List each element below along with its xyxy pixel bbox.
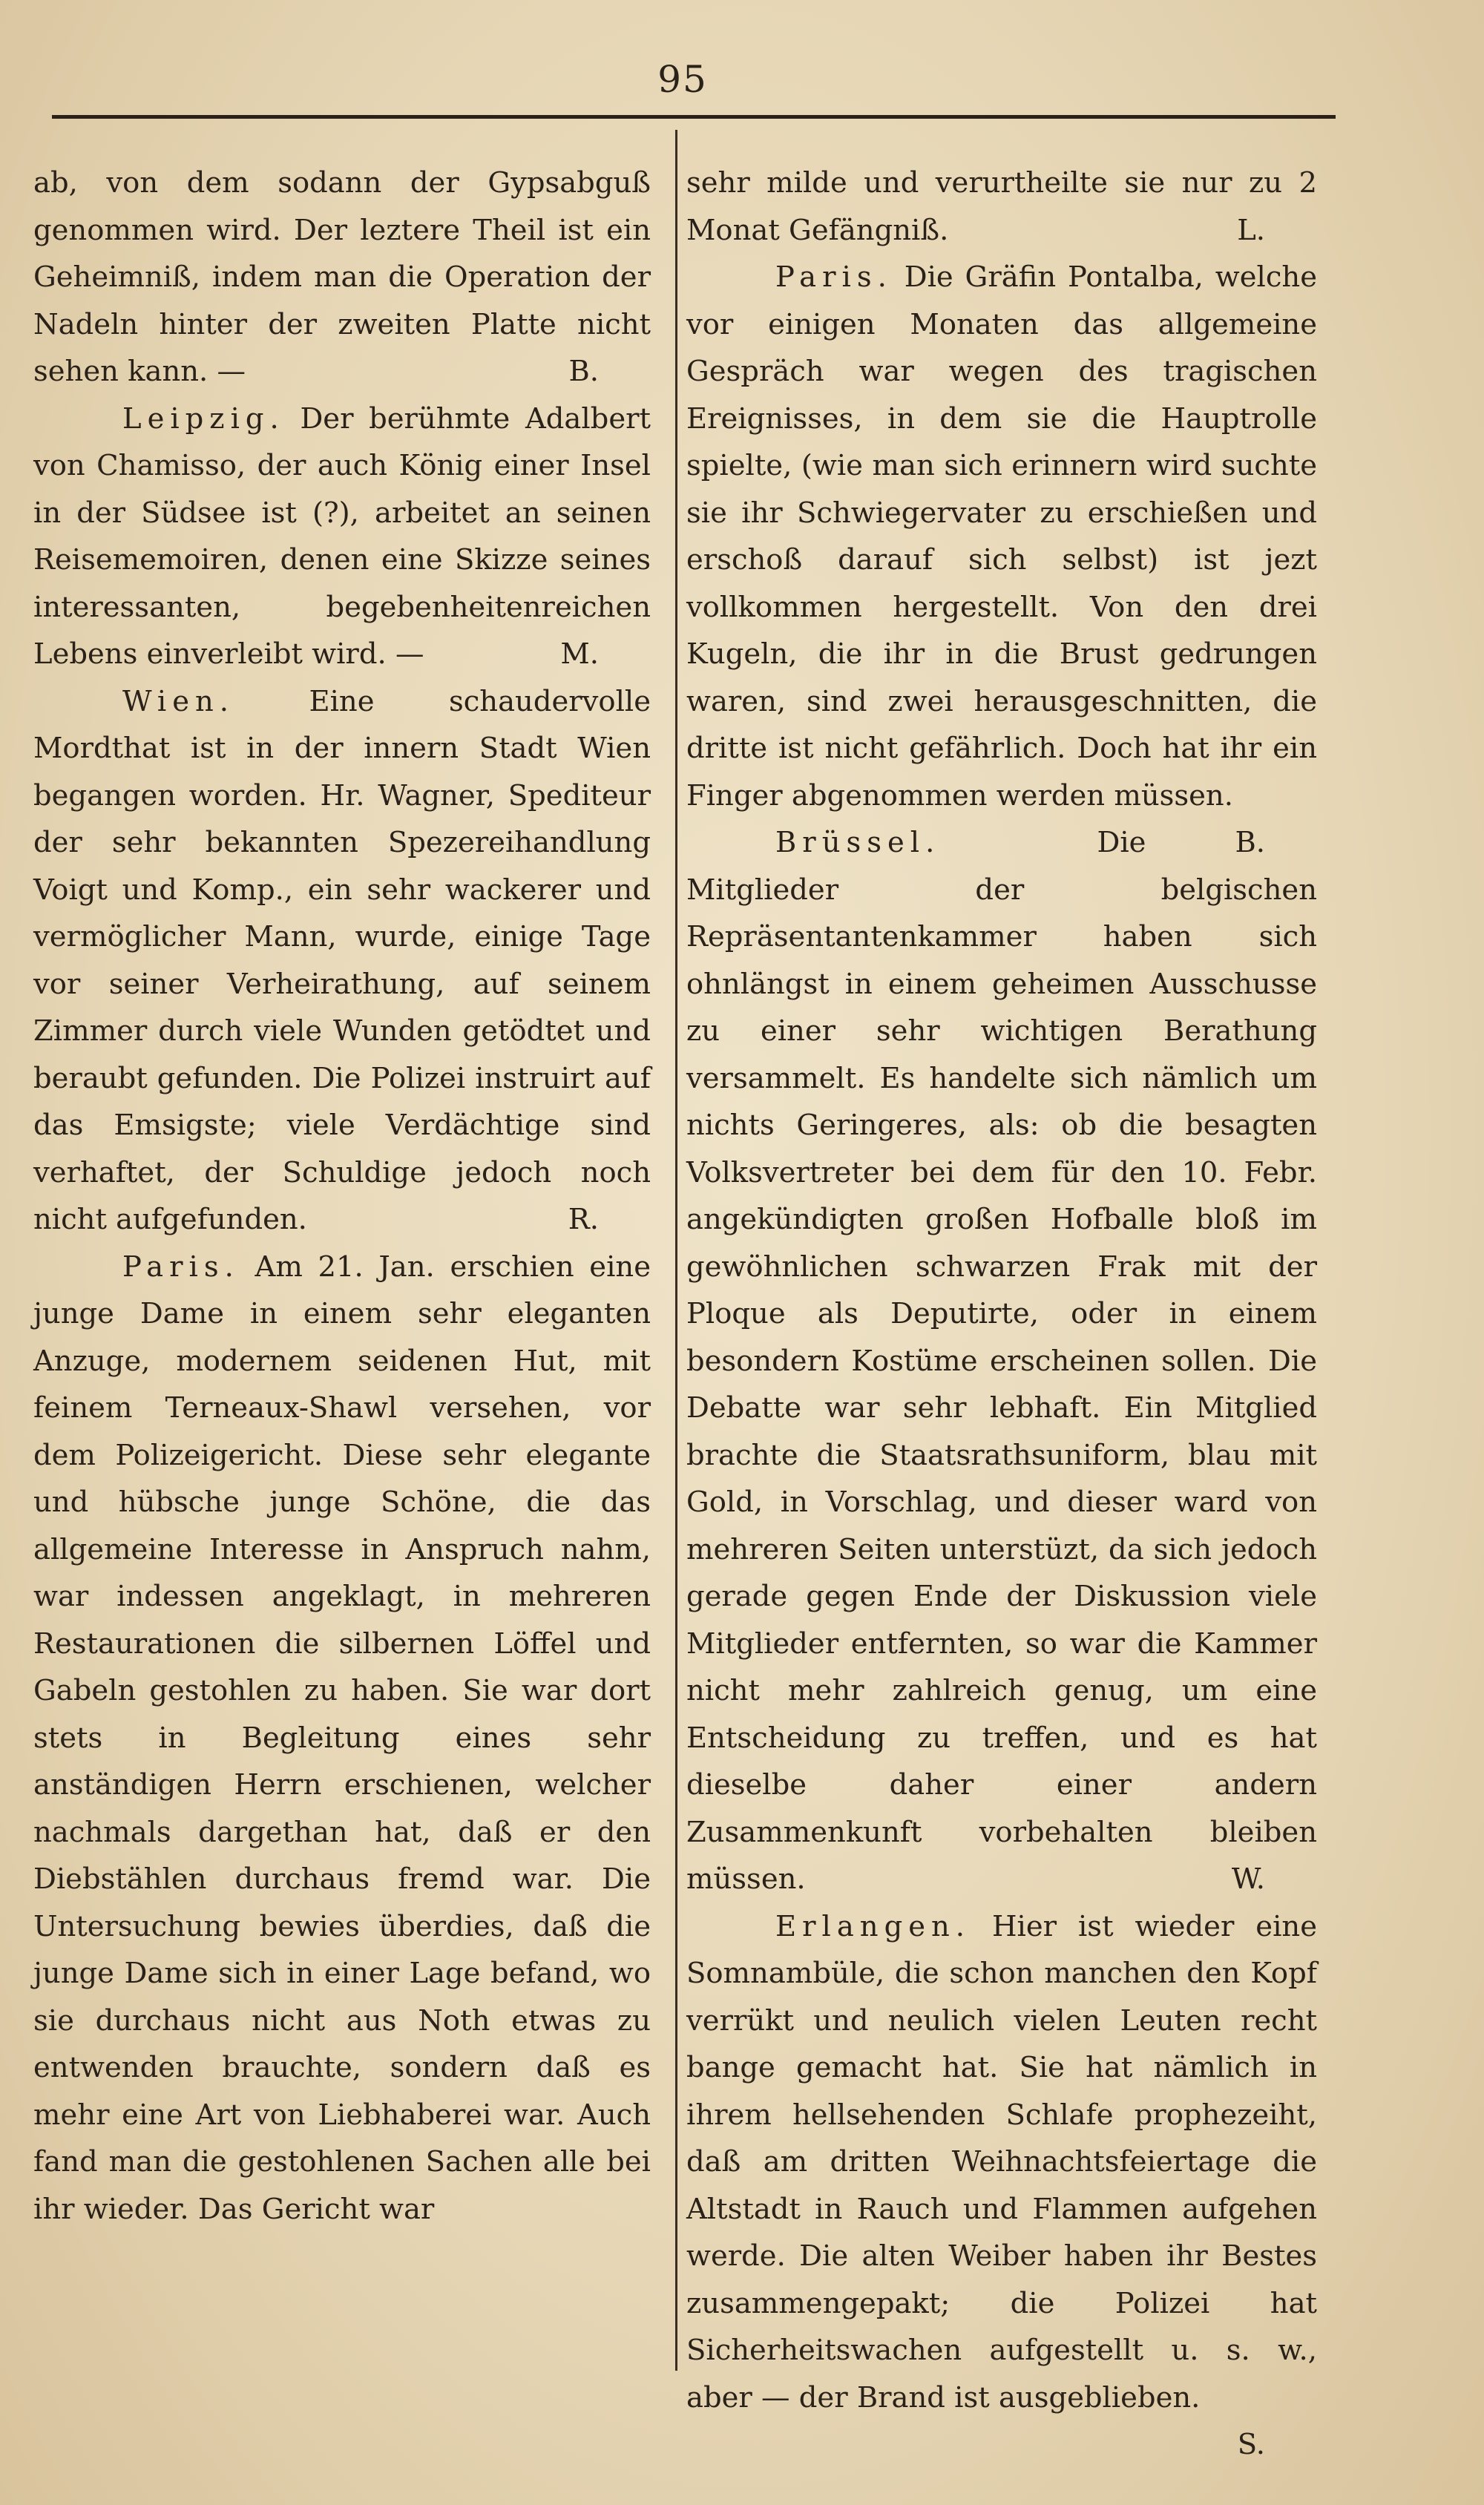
article-place: Wien.	[122, 684, 235, 718]
article-text: ab, von dem sodann der Gypsabguß genommen wird. Der leztere Theil ist ein Geheimniß, indem man die Operation der Nadeln hinter der zweiten Platte nicht sehen kann. —	[33, 166, 651, 388]
article-signature: M.	[560, 637, 599, 671]
column-divider	[675, 130, 677, 2371]
header-rule	[52, 115, 1336, 119]
article-text: Eine schaudervolle Mordthat ist in der innern Stadt Wien begangen worden. Hr. Wagner, Spediteur der sehr bekannten Spezereihandlung Voigt und Komp., ein sehr wackerer und vermöglicher Mann, wurde, einige Tage vor seiner Verheirathung, auf seinem Zimmer durch viele Wunden getödtet und beraubt gefunden. Die Polizei instruirt auf das Emsigste; viele Verdächtige sind verhaftet, der Schuldige jedoch noch nicht aufgefunden.	[33, 684, 651, 1236]
article-signature: L.	[1237, 213, 1265, 247]
article-signature: B.	[568, 355, 599, 388]
article	[33, 160, 651, 395]
article-text: Hier ist wieder eine Somnambüle, die schon manchen den Kopf verrükt und neulich vielen Leuten recht bange gemacht hat. Sie hat nämlich in ihrem hellsehenden Schlafe prophezeiht, daß am dritten Weihnachtsfeiertage die Altstadt in Rauch und Flammen aufgehen werde. Die alten Weiber haben ihr Bestes zusammengepakt; die Polizei hat Sicherheitswachen aufgestellt u. s. w., aber — der Brand ist ausgeblieben.	[686, 1909, 1317, 2414]
article-text: sehr milde und verurtheilte sie nur zu 2 Monat Gefängniß.	[686, 166, 1317, 247]
article	[33, 678, 651, 1244]
article-place: Paris.	[122, 1250, 240, 1284]
right-column	[686, 160, 1317, 2469]
article-signature: R.	[568, 1203, 599, 1236]
article-text: Der berühmte Adalbert von Chamisso, der auch König einer Insel in der Südsee ist (?), arbeitet an seinen Reisememoiren, denen eine Skizze seines interessanten, begebenheitenreichen Lebens einverleibt wird. —	[33, 401, 651, 671]
page-number: 95	[657, 58, 708, 101]
article-place: Brüssel.	[775, 826, 941, 859]
article-text: Die Mitglieder der belgischen Repräsentantenkammer haben sich ohnlängst in einem geheimen Ausschusse zu einer sehr wichtigen Berathung versammelt. Es handelte sich nämlich um nichts Geringeres, als: ob die besagten Volksvertreter bei dem für den 10. Febr. angekündigten großen Hofballe bloß im gewöhnlichen schwarzen Frak mit der Ploque als Deputirte, oder in einem besondern Kostüme erscheinen sollen. Die Debatte war sehr lebhaft. Ein Mitglied brachte die Staatsrathsuniform, blau mit Gold, in Vorschlag, und dieser ward von mehreren Seiten unterstüzt, da sich jedoch gerade gegen Ende der Diskussion viele Mitglieder entfernten, so war die Kammer nicht mehr zahlreich genug, um eine Entscheidung zu treffen, und es hat dieselbe daher einer andern Zusammenkunft vorbehalten bleiben müssen.	[686, 826, 1317, 1896]
article	[686, 160, 1317, 254]
article-signature: B.	[1235, 826, 1265, 859]
article-text: Die Gräfin Pontalba, welche vor einigen Monaten das allgemeine Gespräch war wegen des tragischen Ereignisses, in dem sie die Hauptrolle spielte, (wie man sich erinnern wird suchte sie ihr Schwiegervater zu erschießen und erschoß darauf sich selbst) ist jezt vollkommen hergestellt. Von den drei Kugeln, die ihr in die Brust gedrungen waren, sind zwei herausgeschnitten, die dritte ist nicht gefährlich. Doch hat ihr ein Finger abgenommen werden müssen.	[686, 260, 1317, 812]
article	[686, 819, 1317, 1903]
article-place: Paris.	[775, 260, 893, 294]
article	[686, 1903, 1317, 2461]
article-place: Leipzig.	[122, 401, 285, 436]
article-signature: S.	[1237, 2428, 1265, 2461]
article-place: Erlangen.	[775, 1909, 971, 1943]
left-column	[33, 160, 651, 2233]
article	[33, 1244, 651, 2233]
article-text: Am 21. Jan. erschien eine junge Dame in einem sehr eleganten Anzuge, modernem seidenen Hut, mit feinem Terneaux-Shawl versehen, vor dem Polizeigericht. Diese sehr elegante und hübsche junge Schöne, die das allgemeine Interesse in Anspruch nahm, war indessen angeklagt, in mehreren Restaurationen die silbernen Löffel und Gabeln gestohlen zu haben. Sie war dort stets in Begleitung eines sehr anständigen Herrn erschienen, welcher nachmals dargethan hat, daß er den Diebstählen durchaus fremd war. Die Untersuchung bewies überdies, daß die junge Dame sich in einer Lage befand, wo sie durchaus nicht aus Noth etwas zu entwenden brauchte, sondern daß es mehr eine Art von Liebhaberei war. Auch fand man die gestohlenen Sachen alle bei ihr wieder. Das Gericht war	[33, 1250, 651, 2226]
article	[33, 395, 651, 678]
article-signature: W.	[1231, 1862, 1265, 1896]
